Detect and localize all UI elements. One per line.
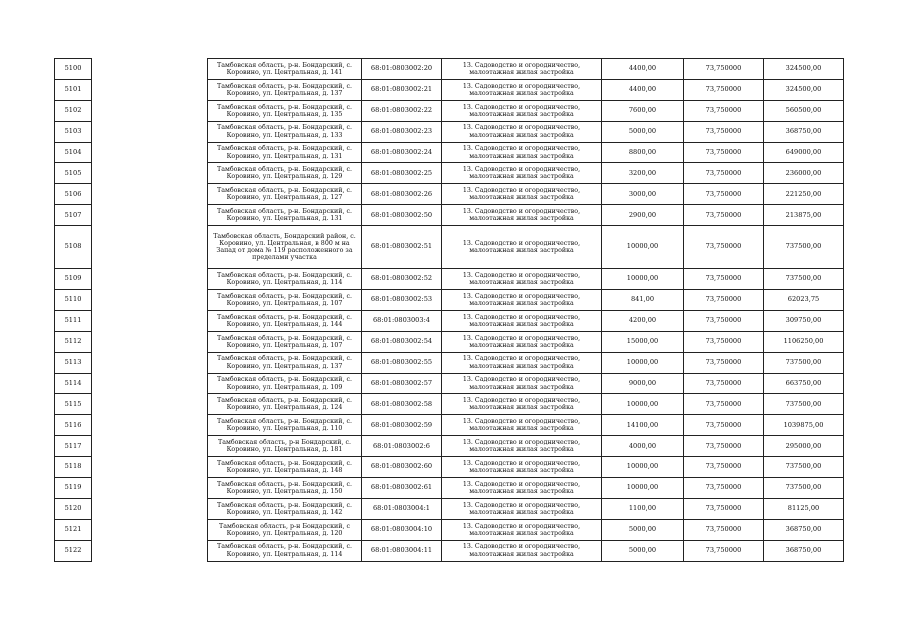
area-cell: 10000,00 (602, 269, 684, 290)
specific-value-cell: 73,750000 (684, 59, 764, 80)
area-cell: 4000,00 (602, 436, 684, 457)
cadastral-value-cell: 649000,00 (764, 142, 844, 163)
cadastral-number-cell: 68:01:0803002:6 (362, 436, 442, 457)
cadastral-number-cell: 68:01:0803002:60 (362, 457, 442, 478)
land-use-cell: 13. Садоводство и огородничество, малоэтажная жилая застройка (442, 394, 602, 415)
address-cell: Тамбовская область, р-н. Бондарский, с. Коровино, ул. Центральная, д. 137 (208, 352, 362, 373)
table-row (55, 59, 844, 80)
cadastral-number-cell: 68:01:0803002:20 (362, 59, 442, 80)
row-number-cell: 5100 (55, 59, 92, 80)
land-use-cell: 13. Садоводство и огородничество, малоэтажная жилая застройка (442, 226, 602, 269)
row-number-cell: 5118 (55, 457, 92, 478)
specific-value-cell: 73,750000 (684, 478, 764, 499)
cadastral-number-cell: 68:01:0803002:53 (362, 290, 442, 311)
cadastral-number-cell: 68:01:0803003:4 (362, 310, 442, 331)
row-number-cell: 5120 (55, 498, 92, 519)
spacer-cell (92, 540, 208, 561)
spacer-cell (92, 100, 208, 121)
area-cell: 3200,00 (602, 163, 684, 184)
land-use-cell: 13. Садоводство и огородничество, малоэтажная жилая застройка (442, 436, 602, 457)
table-row (55, 457, 844, 478)
cadastral-number-cell: 68:01:0803002:54 (362, 331, 442, 352)
cadastral-value-cell: 368750,00 (764, 121, 844, 142)
spacer-cell (92, 310, 208, 331)
table-row (55, 352, 844, 373)
cadastral-number-cell: 68:01:0803002:23 (362, 121, 442, 142)
specific-value-cell: 73,750000 (684, 142, 764, 163)
cadastral-value-cell: 213875,00 (764, 205, 844, 226)
cadastral-value-cell: 737500,00 (764, 352, 844, 373)
spacer-cell (92, 142, 208, 163)
land-use-cell: 13. Садоводство и огородничество, малоэтажная жилая застройка (442, 373, 602, 394)
address-cell: Тамбовская область, р-н. Бондарский, с. Коровино, ул. Центральная, д. 124 (208, 394, 362, 415)
cadastral-number-cell: 68:01:0803002:26 (362, 184, 442, 205)
specific-value-cell: 73,750000 (684, 415, 764, 436)
area-cell: 4400,00 (602, 59, 684, 80)
address-cell: Тамбовская область, р-н. Бондарский, с. Коровино, ул. Центральная, д. 107 (208, 290, 362, 311)
area-cell: 10000,00 (602, 226, 684, 269)
area-cell: 10000,00 (602, 394, 684, 415)
table-row (55, 310, 844, 331)
area-cell: 1100,00 (602, 498, 684, 519)
table-row (55, 269, 844, 290)
specific-value-cell: 73,750000 (684, 331, 764, 352)
area-cell: 5000,00 (602, 540, 684, 561)
spacer-cell (92, 205, 208, 226)
land-use-cell: 13. Садоводство и огородничество, малоэтажная жилая застройка (442, 163, 602, 184)
table-row (55, 100, 844, 121)
specific-value-cell: 73,750000 (684, 352, 764, 373)
cadastral-number-cell: 68:01:0803002:21 (362, 79, 442, 100)
row-number-cell: 5105 (55, 163, 92, 184)
cadastral-number-cell: 68:01:0803002:57 (362, 373, 442, 394)
table-row (55, 163, 844, 184)
cadastral-number-cell: 68:01:0803004:10 (362, 519, 442, 540)
row-number-cell: 5111 (55, 310, 92, 331)
address-cell: Тамбовская область, р-н. Бондарский, с. Коровино, ул. Центральная, д. 133 (208, 121, 362, 142)
cadastral-value-cell: 737500,00 (764, 478, 844, 499)
area-cell: 15000,00 (602, 331, 684, 352)
land-use-cell: 13. Садоводство и огородничество, малоэтажная жилая застройка (442, 205, 602, 226)
cadastral-number-cell: 68:01:0803004:11 (362, 540, 442, 561)
table-row (55, 79, 844, 100)
address-cell: Тамбовская область, р-н. Бондарский, с. Коровино, ул. Центральная, д. 110 (208, 415, 362, 436)
specific-value-cell: 73,750000 (684, 436, 764, 457)
table-row (55, 290, 844, 311)
area-cell: 10000,00 (602, 457, 684, 478)
address-cell: Тамбовская область, р-н. Бондарский, с. Коровино, ул. Центральная, д. 131 (208, 205, 362, 226)
row-number-cell: 5110 (55, 290, 92, 311)
cadastral-number-cell: 68:01:0803002:55 (362, 352, 442, 373)
specific-value-cell: 73,750000 (684, 79, 764, 100)
land-use-cell: 13. Садоводство и огородничество, малоэтажная жилая застройка (442, 290, 602, 311)
specific-value-cell: 73,750000 (684, 457, 764, 478)
table-row (55, 519, 844, 540)
cadastral-value-cell: 663750,00 (764, 373, 844, 394)
table-row (55, 121, 844, 142)
area-cell: 841,00 (602, 290, 684, 311)
cadastral-number-cell: 68:01:0803002:52 (362, 269, 442, 290)
land-use-cell: 13. Садоводство и огородничество, малоэтажная жилая застройка (442, 415, 602, 436)
cadastral-value-cell: 737500,00 (764, 457, 844, 478)
address-cell: Тамбовская область, р-н. Бондарский, с. Коровино, ул. Центральная, д. 129 (208, 163, 362, 184)
cadastral-number-cell: 68:01:0803002:58 (362, 394, 442, 415)
area-cell: 14100,00 (602, 415, 684, 436)
specific-value-cell: 73,750000 (684, 519, 764, 540)
table-row (55, 436, 844, 457)
cadastral-value-cell: 309750,00 (764, 310, 844, 331)
cadastral-value-cell: 236000,00 (764, 163, 844, 184)
address-cell: Тамбовская область, р-н. Бондарский, с. Коровино, ул. Центральная, д. 137 (208, 79, 362, 100)
table-row (55, 226, 844, 269)
spacer-cell (92, 331, 208, 352)
specific-value-cell: 73,750000 (684, 290, 764, 311)
table-row (55, 540, 844, 561)
row-number-cell: 5121 (55, 519, 92, 540)
row-number-cell: 5116 (55, 415, 92, 436)
land-use-cell: 13. Садоводство и огородничество, малоэтажная жилая застройка (442, 310, 602, 331)
table-row (55, 415, 844, 436)
table-row (55, 142, 844, 163)
area-cell: 10000,00 (602, 352, 684, 373)
cadastral-value-cell: 221250,00 (764, 184, 844, 205)
cadastral-number-cell: 68:01:0803002:50 (362, 205, 442, 226)
specific-value-cell: 73,750000 (684, 226, 764, 269)
table-row (55, 478, 844, 499)
spacer-cell (92, 436, 208, 457)
row-number-cell: 5108 (55, 226, 92, 269)
row-number-cell: 5112 (55, 331, 92, 352)
cadastral-value-cell: 737500,00 (764, 226, 844, 269)
land-use-cell: 13. Садоводство и огородничество, малоэтажная жилая застройка (442, 184, 602, 205)
cadastral-value-cell: 324500,00 (764, 59, 844, 80)
cadastral-number-cell: 68:01:0803002:59 (362, 415, 442, 436)
cadastral-value-cell: 62023,75 (764, 290, 844, 311)
spacer-cell (92, 290, 208, 311)
table-row (55, 394, 844, 415)
cadastral-value-cell: 368750,00 (764, 540, 844, 561)
address-cell: Тамбовская область, р-н Бондарский, с. Коровино, ул. Центральная, д. 181 (208, 436, 362, 457)
spacer-cell (92, 478, 208, 499)
address-cell: Тамбовская область, р-н. Бондарский, с. Коровино, ул. Центральная, д. 144 (208, 310, 362, 331)
spacer-cell (92, 59, 208, 80)
row-number-cell: 5119 (55, 478, 92, 499)
cadastral-number-cell: 68:01:0803004:1 (362, 498, 442, 519)
address-cell: Тамбовская область, р-н. Бондарский, с. Коровино, ул. Центральная, д. 142 (208, 498, 362, 519)
row-number-cell: 5122 (55, 540, 92, 561)
land-use-cell: 13. Садоводство и огородничество, малоэтажная жилая застройка (442, 519, 602, 540)
land-use-cell: 13. Садоводство и огородничество, малоэтажная жилая застройка (442, 100, 602, 121)
row-number-cell: 5103 (55, 121, 92, 142)
cadastral-value-cell: 737500,00 (764, 269, 844, 290)
address-cell: Тамбовская область, р-н. Бондарский, с. Коровино, ул. Центральная, д. 107 (208, 331, 362, 352)
spacer-cell (92, 79, 208, 100)
spacer-cell (92, 163, 208, 184)
cadastral-number-cell: 68:01:0803002:22 (362, 100, 442, 121)
address-cell: Тамбовская область, р-н. Бондарский, с. Коровино, ул. Центральная, д. 135 (208, 100, 362, 121)
specific-value-cell: 73,750000 (684, 498, 764, 519)
spacer-cell (92, 415, 208, 436)
spacer-cell (92, 394, 208, 415)
table-row (55, 205, 844, 226)
cadastral-value-cell: 1039875,00 (764, 415, 844, 436)
specific-value-cell: 73,750000 (684, 540, 764, 561)
cadastral-number-cell: 68:01:0803002:25 (362, 163, 442, 184)
cadastral-value-cell: 560500,00 (764, 100, 844, 121)
spacer-cell (92, 226, 208, 269)
land-use-cell: 13. Садоводство и огородничество, малоэтажная жилая застройка (442, 478, 602, 499)
cadastral-value-cell: 368750,00 (764, 519, 844, 540)
table-row (55, 184, 844, 205)
cadastral-number-cell: 68:01:0803002:24 (362, 142, 442, 163)
area-cell: 8800,00 (602, 142, 684, 163)
spacer-cell (92, 121, 208, 142)
address-cell: Тамбовская область, р-н. Бондарский, с. Коровино, ул. Центральная, д. 148 (208, 457, 362, 478)
row-number-cell: 5106 (55, 184, 92, 205)
land-use-cell: 13. Садоводство и огородничество, малоэтажная жилая застройка (442, 79, 602, 100)
cadastral-number-cell: 68:01:0803002:61 (362, 478, 442, 499)
area-cell: 9000,00 (602, 373, 684, 394)
spacer-cell (92, 498, 208, 519)
area-cell: 4400,00 (602, 79, 684, 100)
land-plots-table (54, 58, 844, 562)
area-cell: 10000,00 (602, 478, 684, 499)
land-use-cell: 13. Садоводство и огородничество, малоэтажная жилая застройка (442, 269, 602, 290)
spacer-cell (92, 373, 208, 394)
area-cell: 3000,00 (602, 184, 684, 205)
address-cell: Тамбовская область, р-н. Бондарский, с. Коровино, ул. Центральная, д. 127 (208, 184, 362, 205)
row-number-cell: 5107 (55, 205, 92, 226)
land-use-cell: 13. Садоводство и огородничество, малоэтажная жилая застройка (442, 59, 602, 80)
cadastral-value-cell: 737500,00 (764, 394, 844, 415)
table-row (55, 498, 844, 519)
row-number-cell: 5114 (55, 373, 92, 394)
row-number-cell: 5117 (55, 436, 92, 457)
land-use-cell: 13. Садоводство и огородничество, малоэтажная жилая застройка (442, 352, 602, 373)
land-use-cell: 13. Садоводство и огородничество, малоэтажная жилая застройка (442, 142, 602, 163)
land-use-cell: 13. Садоводство и огородничество, малоэтажная жилая застройка (442, 540, 602, 561)
cadastral-value-cell: 81125,00 (764, 498, 844, 519)
address-cell: Тамбовская область, р-н Бондарский, с Коровино, ул. Центральная, д. 120 (208, 519, 362, 540)
table-body (55, 59, 844, 562)
row-number-cell: 5113 (55, 352, 92, 373)
spacer-cell (92, 184, 208, 205)
table-row (55, 331, 844, 352)
row-number-cell: 5109 (55, 269, 92, 290)
specific-value-cell: 73,750000 (684, 310, 764, 331)
area-cell: 2900,00 (602, 205, 684, 226)
land-use-cell: 13. Садоводство и огородничество, малоэтажная жилая застройка (442, 121, 602, 142)
row-number-cell: 5104 (55, 142, 92, 163)
specific-value-cell: 73,750000 (684, 163, 764, 184)
row-number-cell: 5102 (55, 100, 92, 121)
table-row (55, 373, 844, 394)
cadastral-number-cell: 68:01:0803002:51 (362, 226, 442, 269)
address-cell: Тамбовская область, р-н. Бондарский, с. Коровино, ул. Центральная, д. 114 (208, 269, 362, 290)
cadastral-value-cell: 1106250,00 (764, 331, 844, 352)
specific-value-cell: 73,750000 (684, 269, 764, 290)
specific-value-cell: 73,750000 (684, 121, 764, 142)
area-cell: 4200,00 (602, 310, 684, 331)
specific-value-cell: 73,750000 (684, 184, 764, 205)
address-cell: Тамбовская область, Бондарский район, с. Коровино, ул. Центральная, в 800 м на Запад от дома № 119 расположенного за пределами участка (208, 226, 362, 269)
cadastral-value-cell: 324500,00 (764, 79, 844, 100)
spacer-cell (92, 519, 208, 540)
area-cell: 7600,00 (602, 100, 684, 121)
specific-value-cell: 73,750000 (684, 394, 764, 415)
spacer-cell (92, 269, 208, 290)
row-number-cell: 5115 (55, 394, 92, 415)
land-use-cell: 13. Садоводство и огородничество, малоэтажная жилая застройка (442, 457, 602, 478)
specific-value-cell: 73,750000 (684, 205, 764, 226)
land-use-cell: 13. Садоводство и огородничество, малоэтажная жилая застройка (442, 498, 602, 519)
area-cell: 5000,00 (602, 519, 684, 540)
specific-value-cell: 73,750000 (684, 100, 764, 121)
area-cell: 5000,00 (602, 121, 684, 142)
address-cell: Тамбовская область, р-н. Бондарский, с. Коровино, ул. Центральная, д. 109 (208, 373, 362, 394)
row-number-cell: 5101 (55, 79, 92, 100)
land-use-cell: 13. Садоводство и огородничество, малоэтажная жилая застройка (442, 331, 602, 352)
address-cell: Тамбовская область, р-н. Бондарский, с. Коровино, ул. Центральная, д. 114 (208, 540, 362, 561)
cadastral-value-cell: 295000,00 (764, 436, 844, 457)
address-cell: Тамбовская область, р-н. Бондарский, с. Коровино, ул. Центральная, д. 131 (208, 142, 362, 163)
address-cell: Тамбовская область, р-н. Бондарский, с. Коровино, ул. Центральная, д. 150 (208, 478, 362, 499)
spacer-cell (92, 352, 208, 373)
address-cell: Тамбовская область, р-н. Бондарский, с. Коровино, ул. Центральная, д. 141 (208, 59, 362, 80)
spacer-cell (92, 457, 208, 478)
specific-value-cell: 73,750000 (684, 373, 764, 394)
